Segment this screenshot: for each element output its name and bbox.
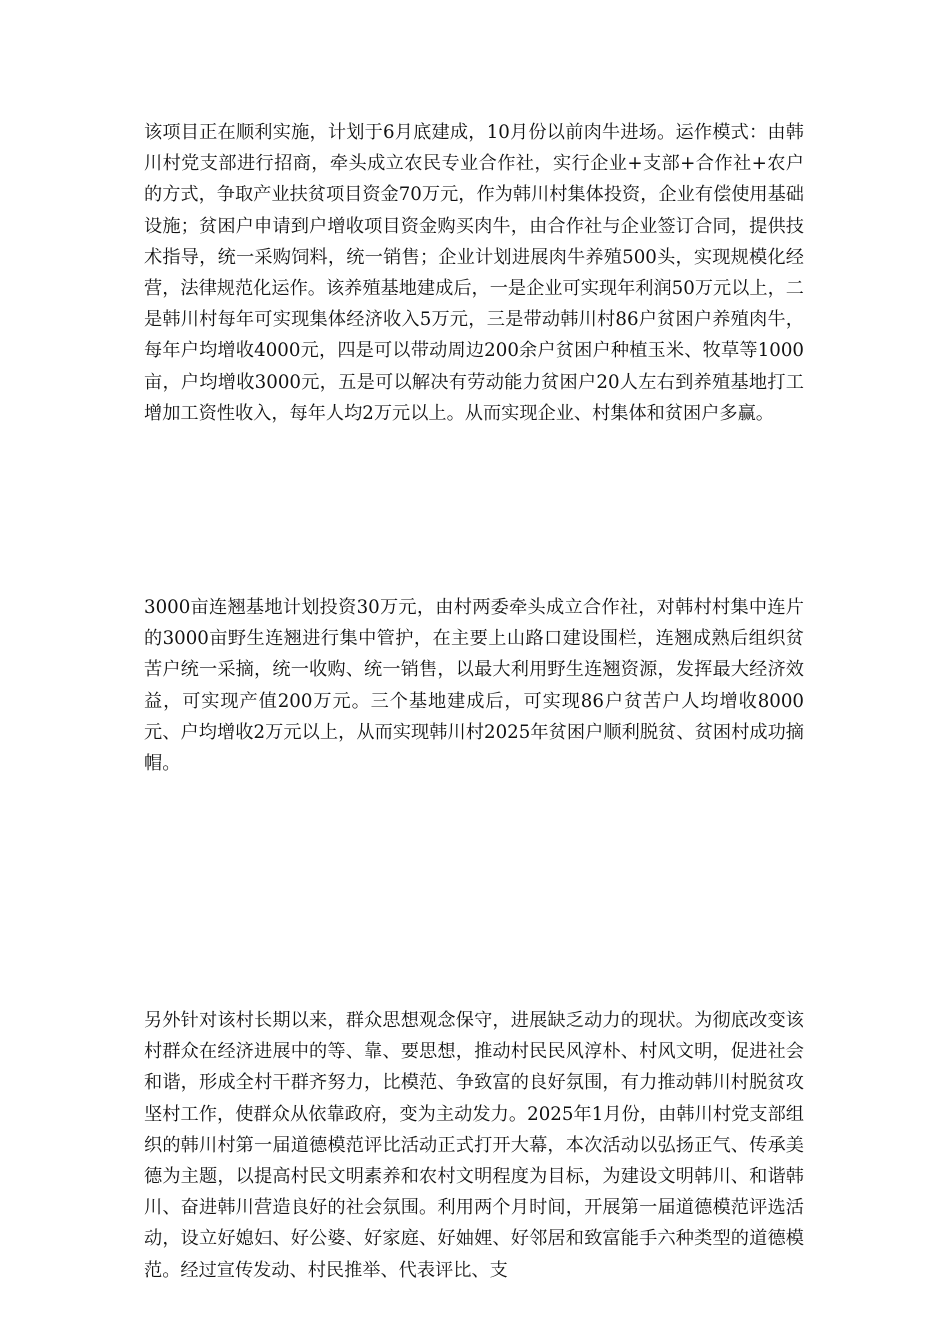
paragraph-moral-model: 另外针对该村长期以来，群众思想观念保守，进展缺乏动力的现状。为彻底改变该村群众在经济进展中的等、靠、要思想，推动村民民风淳朴、村风文明，促进社会和谐，形成全村干群齐努力，比模范、争致富的良好氛围，有力推动韩川村脱贫攻坚村工作，使群众从依靠政府，变为主动发力。2025年1月份，由韩川村党支部组织的韩川村第一届道德模范评比活动正式打开大幕，本次活动以弘扬正气、传承美德为主题，以提高村民文明素养和农村文明程度为目标，为建设文明韩川、和谐韩川、奋进韩川营造良好的社会氛围。利用两个月时间，开展第一届道德模范评选活动，设立好媳妇、好公婆、好家庭、好妯娌、好邻居和致富能手六种类型的道德模范。经过宣传发动、村民推举、代表评比、支 (144, 1010, 804, 1281)
paragraph-forsythia-base: 3000亩连翘基地计划投资30万元，由村两委牵头成立合作社，对韩村村集中连片的3000亩野生连翘进行集中管护，在主要上山路口建设围栏，连翘成熟后组织贫苦户统一采摘，统一收购、统一销售，以最大利用野生连翘资源，发挥最大经济效益，可实现产值200万元。三个基地建成后，可实现86户贫苦户人均增收8000元、户均增收2万元以上，从而实现韩川村2025年贫困户顺利脱贫、贫困村成功摘帽。 (144, 597, 804, 775)
paragraph-cattle-base: 该项目正在顺利实施，计划于6月底建成，10月份以前肉牛进场。运作模式：由韩川村党支部进行招商，牵头成立农民专业合作社，实行企业+支部+合作社+农户的方式，争取产业扶贫项目资金70万元，作为韩川村集体投资，企业有偿使用基础设施；贫困户申请到户增收项目资金购买肉牛，由合作社与企业签订合同，提供技术指导，统一采购饲料，统一销售；企业计划进展肉牛养殖500头，实现规模化经营，法律规范化运作。该养殖基地建成后，一是企业可实现年利润50万元以上，二是韩川村每年可实现集体经济收入5万元，三是带动韩川村86户贫困户养殖肉牛，每年户均增收4000元，四是可以带动周边200余户贫困户种植玉米、牧草等1000亩，户均增收3000元，五是可以解决有劳动能力贫困户20人左右到养殖基地打工增加工资性收入，每年人均2万元以上。从而实现企业、村集体和贫困户多赢。 (144, 122, 804, 424)
